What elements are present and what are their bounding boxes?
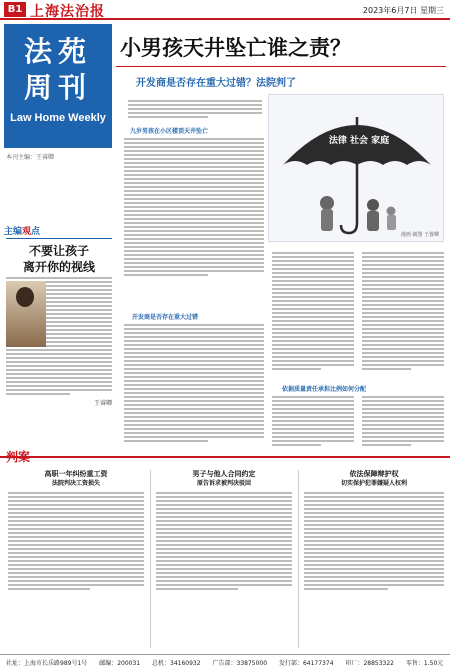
main-headline: 小男孩天井坠亡谁之责？	[120, 36, 351, 60]
author-photo	[6, 281, 46, 347]
footer-phone: 总机：34160932	[152, 660, 201, 667]
host-suffix: 点	[31, 227, 41, 237]
issue-date: 2023年6月7日 星期三	[362, 6, 444, 15]
footer-print: 印厂：28853322	[345, 660, 394, 667]
body-col-2a	[272, 250, 354, 372]
main-subhead: 开发商是否存在重大过错？法院判了	[136, 78, 296, 89]
section-heading-2: 开发商是否存在重大过错	[132, 314, 199, 321]
masthead	[0, 0, 450, 20]
bottom-article-1-title: 高职一年纠纷重工资	[44, 470, 108, 478]
illustration-credit: 漫画 制图 王睿卿	[400, 232, 439, 238]
bottom-article-2	[156, 470, 292, 592]
column-header	[4, 24, 112, 407]
column-title-english: Law Home Weekly	[10, 112, 106, 124]
host-label	[4, 224, 40, 237]
host-prefix: 主编	[4, 227, 23, 237]
body-col-1b	[124, 322, 264, 444]
footer-zip: 邮编：200031	[99, 660, 141, 667]
body-col-2b	[272, 394, 354, 448]
sidebar-title-line2: 离开你的视线	[22, 260, 95, 274]
bottom-article-3-title: 依法保障辩护权	[349, 470, 399, 478]
bottom-article-2-subtitle: 原告诉求被判决驳回	[196, 480, 251, 487]
host-mark: 观	[22, 227, 32, 237]
bottom-article-3-subtitle: 切实保护犯罪嫌疑人权利	[340, 480, 407, 487]
case-section-tag: 判案	[6, 450, 31, 464]
column-divider-2	[298, 470, 299, 648]
body-col-3b	[362, 394, 444, 448]
bottom-article-1-subtitle: 法院判决工资损失	[51, 480, 100, 487]
section-heading-3: 依据质量责任承担比例如何分配	[282, 386, 367, 393]
footer-price: 零售：1.50元	[405, 660, 444, 667]
footer-distribution: 发行部：64177374	[278, 660, 334, 667]
page-number: B1	[4, 2, 26, 17]
footer	[0, 654, 450, 668]
bottom-article-2-title: 男子与他人合同约定	[192, 470, 256, 478]
column-divider-1	[150, 470, 151, 648]
bottom-article-1	[8, 470, 144, 592]
column-editor: 本刊主编：王睿卿	[6, 154, 55, 161]
illustration-words: 法律 社会 家庭	[328, 136, 390, 146]
section-heading-1: 九岁男孩在小区楼顶天井坠亡	[130, 128, 209, 135]
footer-address: 社址：上海市长乐路989号1号	[6, 660, 88, 667]
sidebar-article	[6, 238, 112, 407]
footer-ads: 广告部：33875000	[212, 660, 268, 667]
bottom-article-3	[304, 470, 444, 592]
column-title-box	[4, 24, 112, 148]
column-title-line1: 法苑	[23, 35, 92, 68]
headline-rule	[116, 66, 446, 67]
sidebar-author: 王睿卿	[93, 400, 112, 407]
umbrella-icon	[269, 95, 444, 242]
column-title-line2: 周刊	[23, 71, 92, 104]
sidebar-title-line1: 不要让孩子	[28, 244, 89, 258]
body-col-3a	[362, 250, 444, 372]
body-col-1a	[124, 136, 264, 278]
newspaper-name: 上海法治报	[30, 4, 105, 20]
lead-paragraph	[128, 98, 262, 120]
case-section-band	[0, 450, 450, 470]
umbrella-illustration	[268, 94, 444, 242]
